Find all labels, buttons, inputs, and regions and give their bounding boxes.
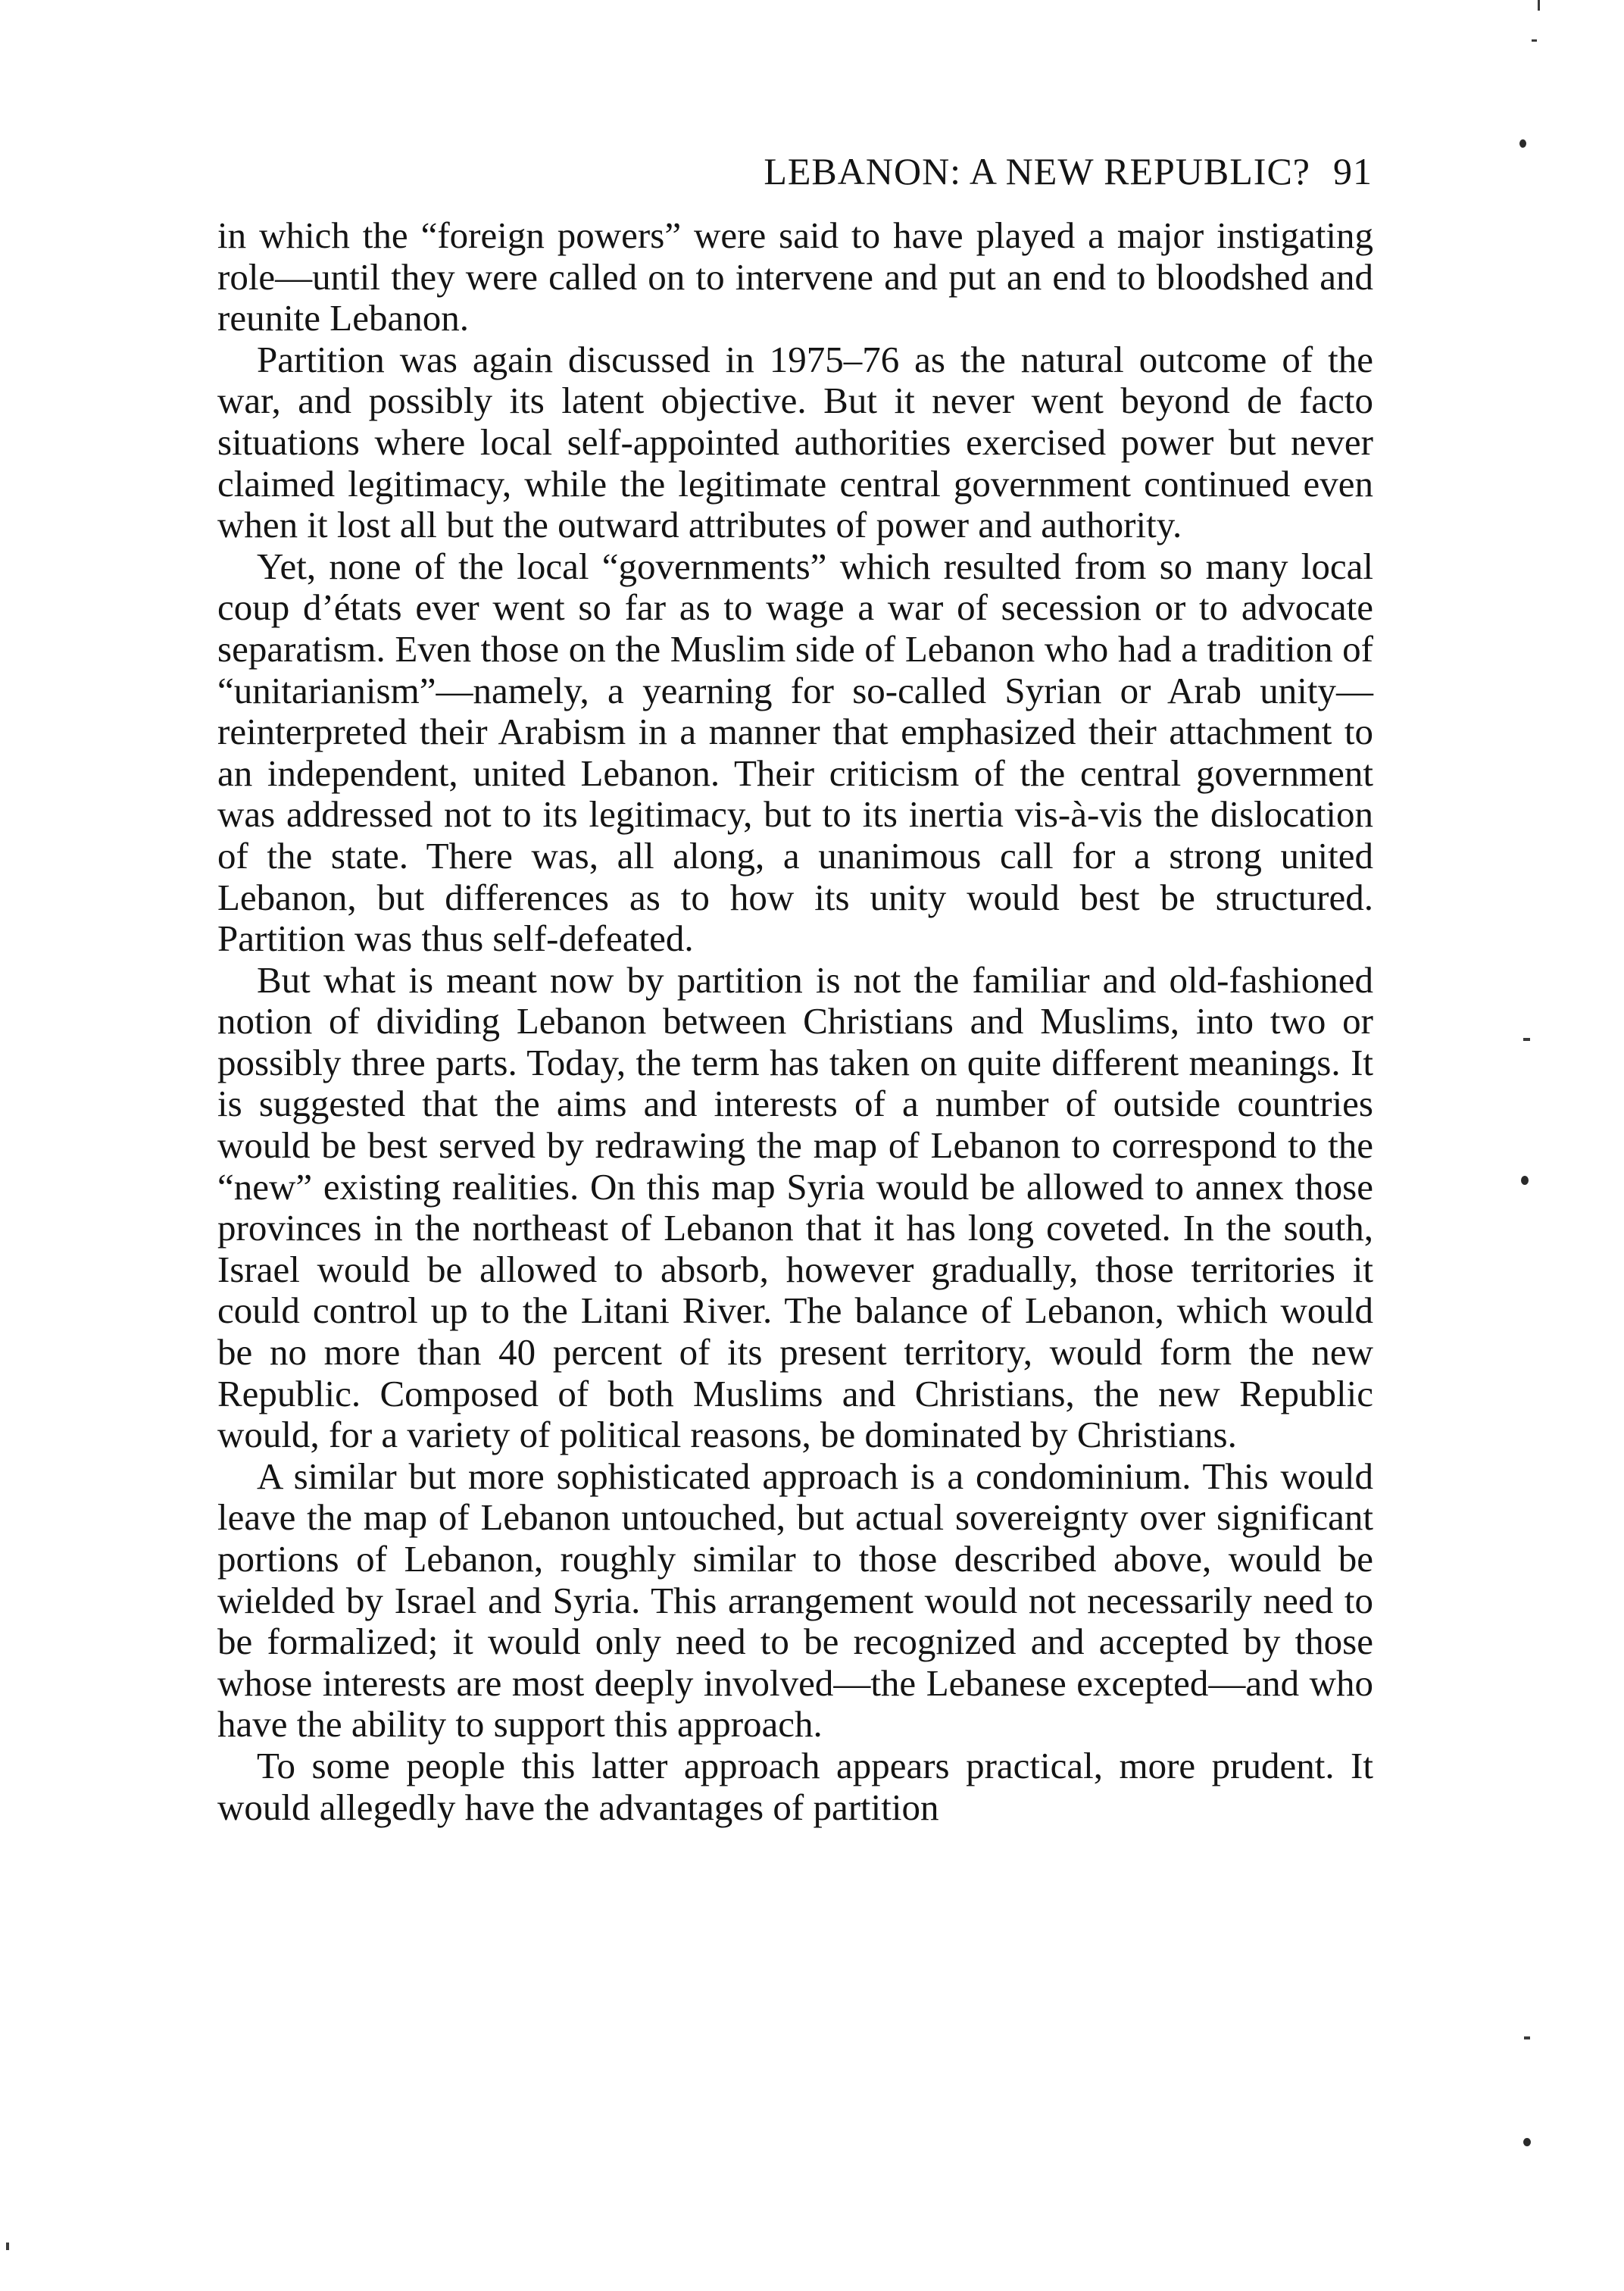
scan-mark bbox=[1524, 2036, 1530, 2039]
running-title: LEBANON: A NEW REPUBLIC? bbox=[764, 150, 1310, 192]
page-number: 91 bbox=[1333, 150, 1373, 192]
scan-mark bbox=[1532, 39, 1537, 42]
paragraph-continued: in which the “foreign powers” were said to have played a major instigating role—until they were called on to intervene and put an end to bloodshed and reunite Lebanon. bbox=[217, 214, 1373, 339]
scan-mark bbox=[1538, 0, 1540, 11]
scan-mark bbox=[1523, 2138, 1531, 2146]
paragraph: A similar but more sophisticated approach is a condominium. This would leave the map of Lebanon untouched, but actual sovereignty over significant portions of Lebanon, roughly similar to those described above, would be wielded by Israel and Syria. This arrangement would not necessarily need to be formalized; it would only need to be recognized and accepted by those whose interests are most deeply involved—the Lebanese excepted—and who have the ability to support this approach. bbox=[217, 1455, 1373, 1746]
scan-mark bbox=[6, 2243, 9, 2250]
paragraph: But what is meant now by partition is not the familiar and old-fashioned notion of dividing Lebanon between Christians and Muslims, into two or possibly three parts. Today, the term has taken on quite different meanings. It is suggested that the aims and interests of a number of outside countries would be best served by redrawing the map of Lebanon to correspond to the “new” existing realities. On this map Syria would be allowed to annex those provinces in the northeast of Lebanon that it has long coveted. In the south, Israel would be allowed to absorb, however gradually, those territories it could control up to the Litani River. The balance of Lebanon, which would be no more than 40 percent of its present territory, would form the new Republic. Composed of both Muslims and Christians, the new Republic would, for a variety of political reasons, be dominated by Christians. bbox=[217, 958, 1373, 1456]
running-head bbox=[764, 148, 1373, 194]
scan-mark bbox=[1523, 1038, 1530, 1041]
body-text bbox=[217, 215, 1373, 1828]
paragraph: Yet, none of the local “governments” which resulted from so many local coup d’états ever went so far as to wage a war of secession or to advocate separatism. Even those on the Muslim side of Lebanon who had a tradition of “unitarianism”—namely, a yearning for so-called Syrian or Arab unity—reinterpreted their Arabism in a manner that emphasized their attachment to an independent, united Lebanon. Their criticism of the central government was addressed not to its legitimacy, but to its inertia vis-à-vis the dislocation of the state. There was, all along, a unanimous call for a strong united Lebanon, but differences as to how its unity would best be structured. Partition was thus self-defeated. bbox=[217, 545, 1373, 960]
scan-mark bbox=[1521, 1176, 1529, 1185]
paragraph: Partition was again discussed in 1975–76 as the natural outcome of the war, and possibly its latent objective. But it never went beyond de facto situations where local self-appointed authorities exercised power but never claimed legitimacy, while the legitimate central government continued even when it lost all but the outward attributes of power and authority. bbox=[217, 338, 1373, 546]
scan-mark bbox=[1519, 139, 1526, 148]
paragraph: To some people this latter approach appears practical, more prudent. It would allegedly have the advantages of partition bbox=[217, 1744, 1373, 1828]
